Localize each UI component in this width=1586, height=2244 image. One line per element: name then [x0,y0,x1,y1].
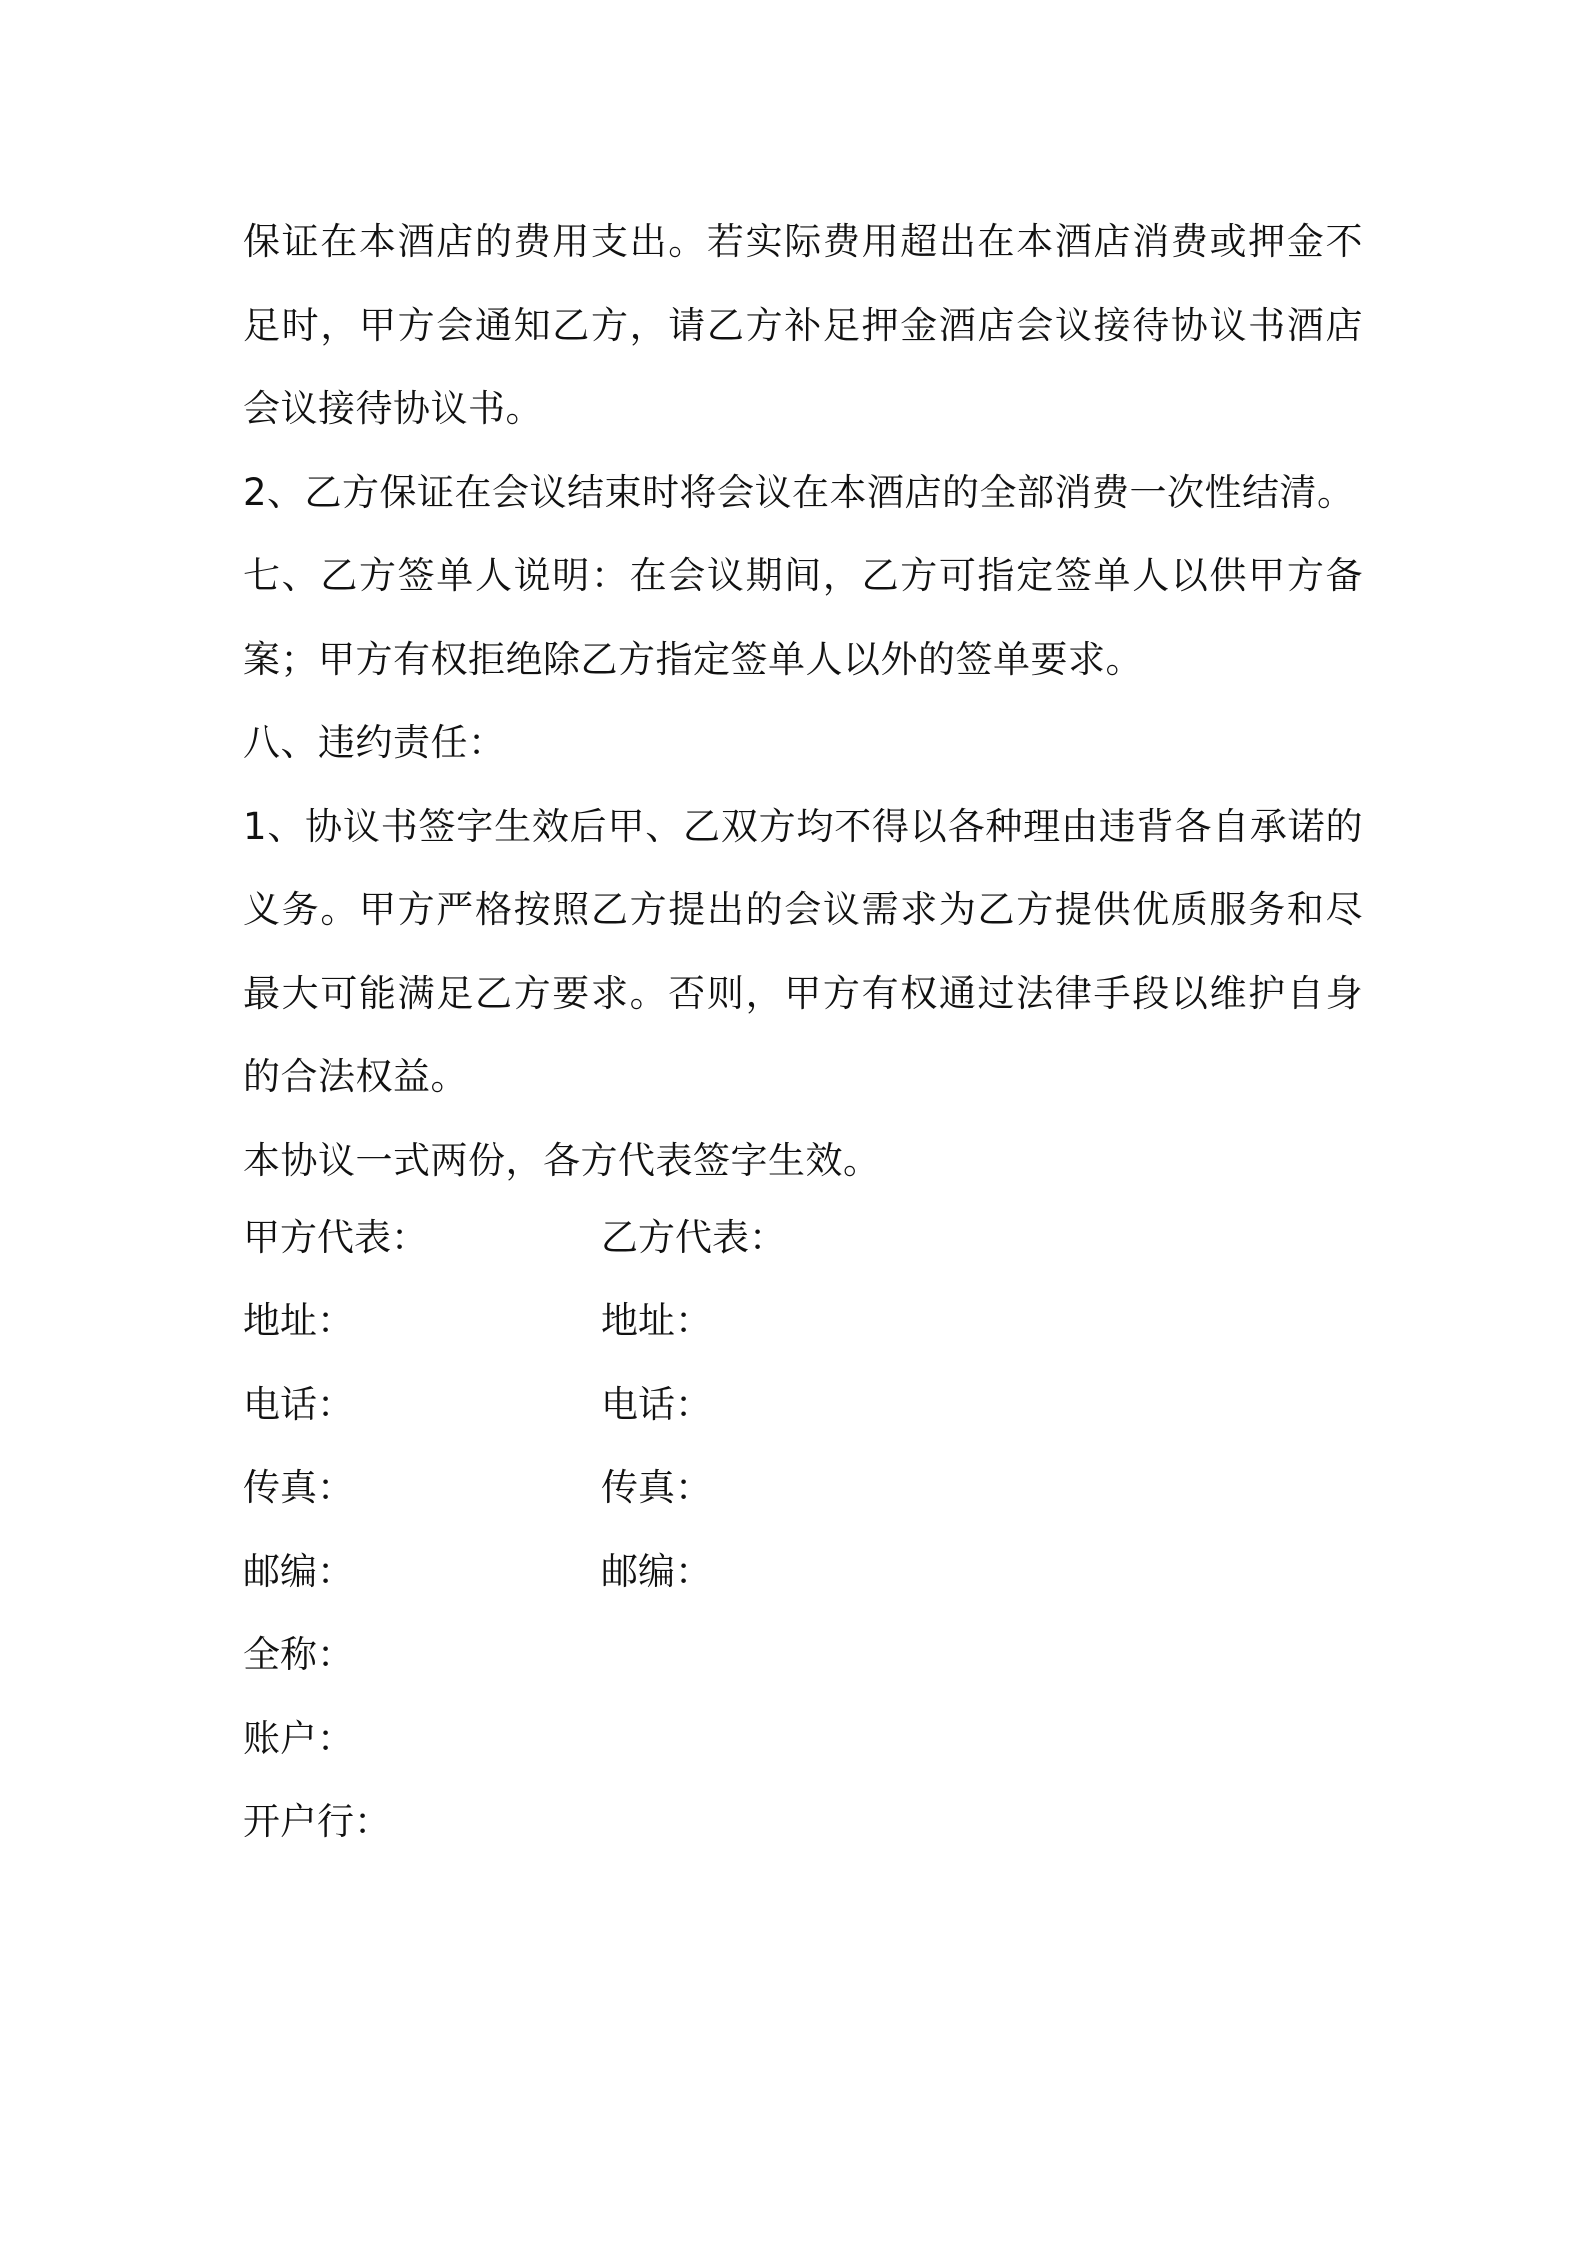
party-a-representative-label: 甲方代表： [243,1215,428,1259]
bank-label: 开户行： [243,1800,391,1844]
field-row-bank [243,1777,1143,1861]
party-a-postcode-label: 邮编： [243,1549,354,1593]
document-body [243,200,1363,1202]
field-row-phone [243,1359,1143,1443]
field-row-full-name [243,1610,1143,1694]
field-row-representative [243,1192,1143,1276]
signature-fields [243,1192,1143,1860]
paragraph-copies: 本协议一式两份，各方代表签字生效。 [243,1138,881,1182]
paragraph-obligations: 1、协议书签字生效后甲、乙双方均不得以各种理由违背各自承诺的义务。甲方严格按照乙方提出的会议需求为乙方提供优质服务和尽最大可能满足乙方要求。否则，甲方有权通过法律手段以维护自身的合法权益。 [243,804,1363,1098]
paragraph-signatory: 七、乙方签单人说明：在会议期间，乙方可指定签单人以供甲方备案；甲方有权拒绝除乙方指定签单人以外的签单要求。 [243,554,1363,681]
party-a-address-label: 地址： [243,1299,354,1343]
party-b-phone-label: 电话： [601,1382,712,1426]
field-row-address [243,1276,1143,1360]
party-b-fax-label: 传真： [601,1466,712,1510]
party-b-address-label: 地址： [601,1299,712,1343]
field-row-fax [243,1443,1143,1527]
heading-breach-liability: 八、违约责任： [243,721,506,764]
account-label: 账户： [243,1716,354,1760]
field-row-account [243,1693,1143,1777]
full-name-label: 全称： [243,1633,354,1677]
party-b-postcode-label: 邮编： [601,1549,712,1593]
paragraph-expense-guarantee: 保证在本酒店的费用支出。若实际费用超出在本酒店消费或押金不足时，甲方会通知乙方，请乙方补足押金酒店会议接待协议书酒店会议接待协议书。 [243,220,1363,430]
field-row-postcode [243,1526,1143,1610]
party-b-representative-label: 乙方代表： [601,1215,786,1259]
party-a-fax-label: 传真： [243,1466,354,1510]
party-a-phone-label: 电话： [243,1382,354,1426]
paragraph-settlement: 2、乙方保证在会议结束时将会议在本酒店的全部消费一次性结清。 [243,470,1355,514]
